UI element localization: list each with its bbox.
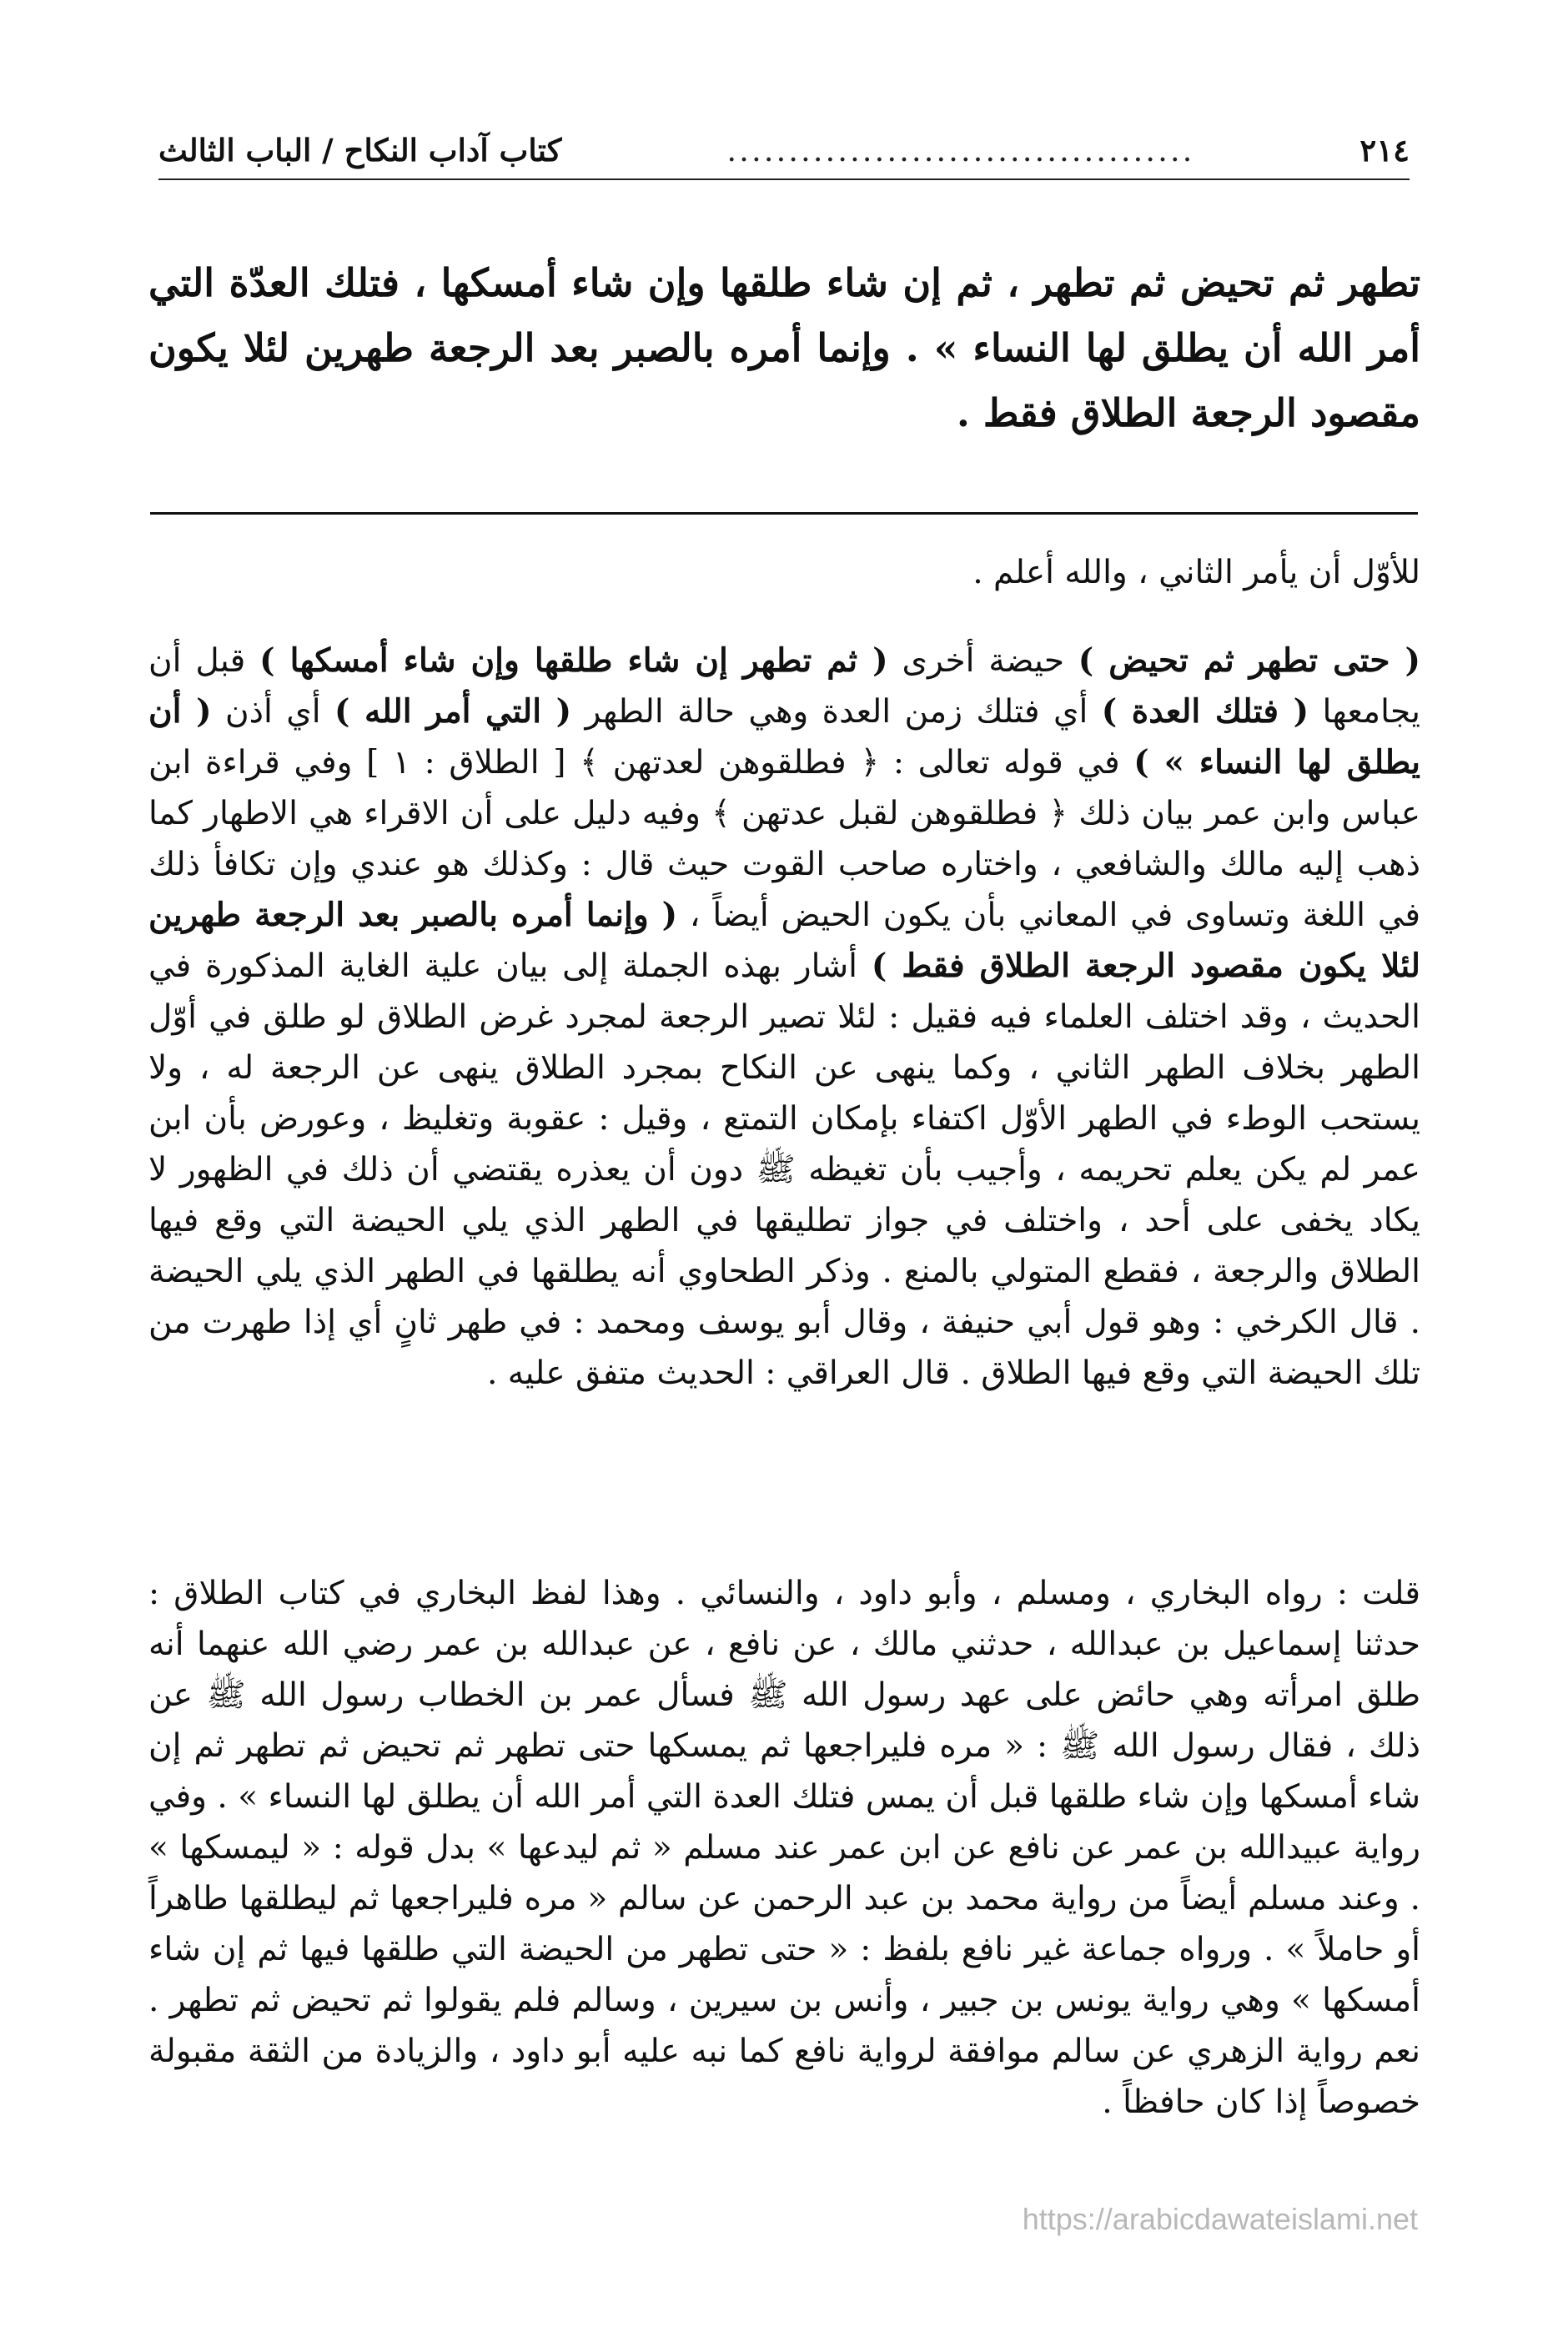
commentary-segment: أشار بهذه الجملة إلى بيان علية الغاية المذكورة في الحديث ، وقد اختلف العلماء فيه فقيل : لئلا تصير الرجعة لمجرد غرض الطلاق لو طلق في أوّل الطهر بخلاف الطهر الثاني ، وكما ينهى عن النكاح بمجرد الطلاق ينهى عن الرجعة له ، ولا يستحب الوطء في الطهر الأوّل اكتفاء بإمكان التمتع ، وقيل : عقوبة وتغليظ ، وعورض بأن ابن عمر لم يكن يعلم تحريمه ، وأجيب بأن تغيظه ﷺ دون أن يعذره يقتضي أن ذلك في الظهور لا يكاد يخفى على أحد ، واختلف في جواز تطليقها في الطهر الذي يلي الحيضة التي وقع فيها الطلاق والرجعة ، فقطع المتولي بالمنع . وذكر الطحاوي أنه يطلقها في الطهر الذي يلي الحيضة . قال الكرخي : وهو قول أبي حنيفة ، وقال أبو يوسف ومحمد : في طهر ثانٍ أي إذا طهرت من تلك الحيضة التي وقع فيها الطلاق . قال العراقي : الحديث متفق عليه . [148, 947, 1420, 1392]
commentary-segment: حيضة أخرى [887, 642, 1078, 680]
header-rule [158, 178, 1410, 180]
chapter-title: كتاب آداب النكاح / الباب الثالث [158, 132, 562, 168]
watermark-url: https://arabicdawateislami.net [1022, 2202, 1418, 2236]
main-text: تطهر ثم تحيض ثم تطهر ، ثم إن شاء طلقها وإن شاء أمسكها ، فتلك العدّة التي أمر الله أن يطلق لها النساء » . وإنما أمره بالصبر بعد الرجعة طهرين لئلا يكون مقصود الرجعة الطلاق فقط . [148, 260, 1420, 435]
commentary-segment: قبل أن يجامعها [148, 642, 1420, 731]
quoted-matn-segment: ( وإنما أمره بالصبر بعد الرجعة طهرين لئلا يكون مقصود الرجعة الطلاق فقط ) [148, 896, 1420, 985]
quoted-matn-segment: ( ثم تطهر إن شاء طلقها وإن شاء أمسكها ) [259, 641, 888, 680]
commentary-segment: أي فتلك زمن العدة وهي حالة الطهر [571, 693, 1102, 731]
header-leader-dots: ...................................... [726, 132, 1195, 168]
commentary-paragraph-3: قلت : رواه البخاري ، ومسلم ، وأبو داود ، والنسائي . وهذا لفظ البخاري في كتاب الطلاق : حدثنا إسماعيل بن عبدالله ، حدثني مالك ، عن نافع ، عن عبدالله بن عمر رضي الله عنهما أنه طلق امرأته وهي حائض على عهد رسول الله ﷺ فسأل عمر بن الخطاب رسول الله ﷺ عن ذلك ، فقال رسول الله ﷺ : « مره فليراجعها ثم يمسكها حتى تطهر ثم تحيض ثم تطهر ثم إن شاء أمسكها وإن شاء طلقها قبل أن يمس فتلك العدة التي أمر الله أن يطلق لها النساء » . وفي رواية عبيدالله بن عمر عن نافع عن ابن عمر عند مسلم « ثم ليدعها » بدل قوله : « ليمسكها » . وعند مسلم أيضاً من رواية محمد بن عبد الرحمن عن سالم « مره فليراجعها ثم ليطلقها طاهراً أو حاملاً » . ورواه جماعة غير نافع بلفظ : « حتى تطهر من الحيضة التي طلقها فيها ثم إن شاء أمسكها » وهي رواية يونس بن جبير ، وأنس بن سيرين ، وسالم فلم يقولوا ثم تحيض ثم تطهر . نعم رواية الزهري عن سالم موافقة لرواية نافع كما نبه عليه أبو داود ، والزيادة من الثقة مقبولة خصوصاً إذا كان حافظاً . [148, 1575, 1420, 2121]
quoted-matn-segment: ( أن يطلق لها النساء » ) [148, 692, 1420, 782]
quoted-matn-segment: ( حتى تطهر ثم تحيض ) [1078, 641, 1421, 680]
running-header [158, 125, 1410, 175]
commentary-paragraph-2 [148, 636, 1420, 1399]
page-number: ٢١٤ [1359, 132, 1410, 168]
commentary-segment: أي أذن [211, 693, 334, 731]
quoted-matn-segment: ( فتلك العدة ) [1101, 692, 1309, 731]
quoted-matn-segment: ( التي أمر الله ) [334, 692, 572, 731]
commentary-paragraph-1: للأوّل أن يأمر الثاني ، والله أعلم . [972, 554, 1420, 591]
commentary-segment: في قوله تعالى : ﴿ فطلقوهن لعدتهن ﴾ [ الطلاق : ١ ] وفي قراءة ابن عباس وابن عمر بيان ذلك ﴿ فطلقوهن لقبل عدتهن ﴾ وفيه دليل على أن الاقراء هي الاطهار كما ذهب إليه مالك والشافعي ، واختاره صاحب القوت حيث قال : وكذلك هو عندي وإن تكافأ ذلك في اللغة وتساوى في المعاني بأن يكون الحيض أيضاً ، [148, 744, 1420, 934]
footnote-separator [150, 512, 1418, 515]
